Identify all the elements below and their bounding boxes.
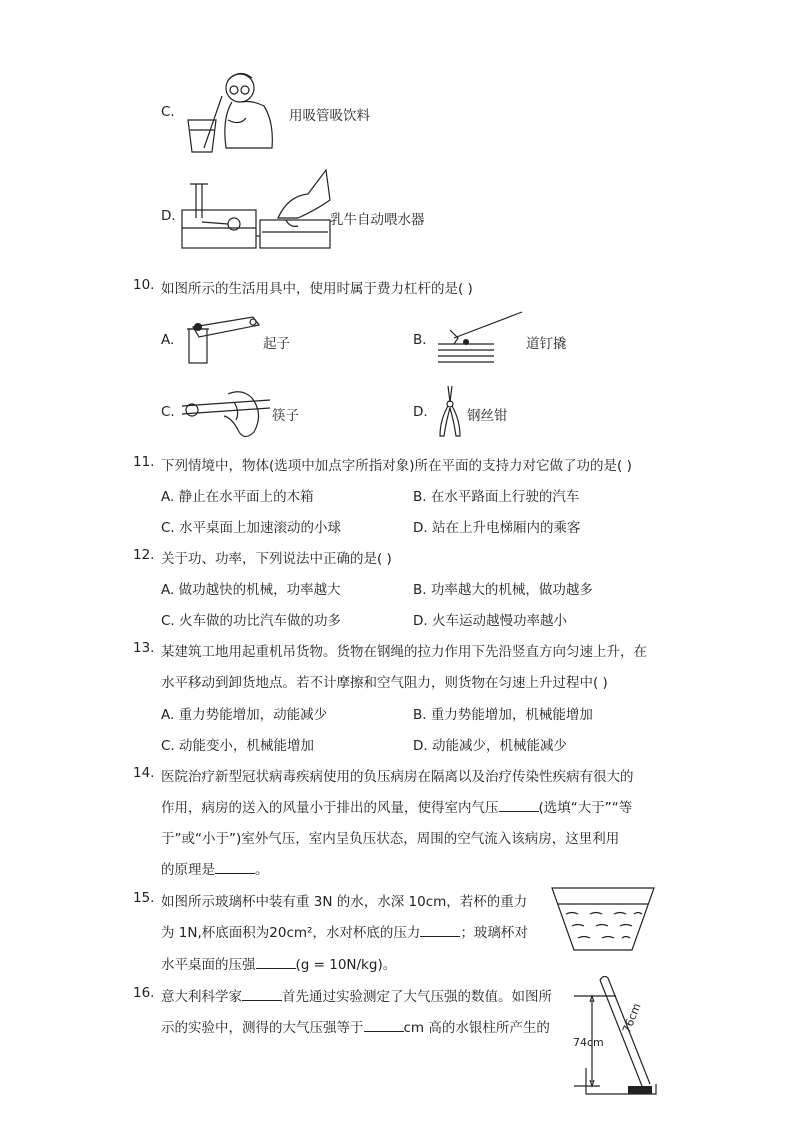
pliers-illustration bbox=[436, 384, 466, 440]
q15-number: 15. bbox=[133, 890, 155, 906]
q16-label-74cm: 74cm bbox=[573, 1036, 604, 1049]
q15-line1: 如图所示玻璃杯中装有重 3N 的水，水深 10cm，若杯的重力 bbox=[161, 894, 528, 910]
q9-option-d-text: 乳牛自动喂水器 bbox=[330, 212, 425, 228]
q10-option-c-text: 筷子 bbox=[272, 408, 299, 424]
q10-option-b-text: 道钉撬 bbox=[526, 336, 567, 352]
q12-option-b: B. 功率越大的机械，做功越多 bbox=[413, 582, 593, 598]
crowbar-illustration bbox=[436, 308, 526, 366]
q10-option-b-letter: B. bbox=[413, 332, 427, 348]
q11-number: 11. bbox=[133, 454, 155, 470]
q16-number: 16. bbox=[133, 985, 155, 1001]
q11-option-d: D. 站在上升电梯厢内的乘客 bbox=[413, 520, 581, 536]
q14-line2: 作用，病房的送入的风量小于排出的风量，使得室内气压 (选填“大于”“等 bbox=[161, 800, 633, 816]
q10-option-d-letter: D. bbox=[413, 404, 428, 420]
q11-option-a: A. 静止在水平面上的木箱 bbox=[161, 489, 314, 505]
drinking-straw-illustration bbox=[182, 68, 278, 154]
q9-option-c-letter: C. bbox=[161, 104, 175, 120]
q13-number: 13. bbox=[133, 640, 155, 656]
q11-option-c: C. 水平桌面上加速滚动的小球 bbox=[161, 520, 342, 536]
q15-line3: 水平桌面的压强 (g = 10N/kg)。 bbox=[161, 957, 397, 973]
glass-of-water-illustration bbox=[550, 884, 656, 954]
q10-number: 10. bbox=[133, 277, 155, 293]
cow-water-feeder-illustration bbox=[178, 166, 334, 256]
q10-stem: 如图所示的生活用具中，使用时属于费力杠杆的是( ) bbox=[161, 281, 473, 297]
q16-blank-1[interactable] bbox=[242, 988, 282, 1001]
q12-option-d: D. 火车运动越慢功率越小 bbox=[413, 613, 567, 629]
q10-option-d-text: 钢丝钳 bbox=[467, 408, 508, 424]
q13-stem-line2: 水平移动到卸货地点。若不计摩擦和空气阻力，则货物在匀速上升过程中( ) bbox=[161, 675, 608, 691]
q16-line1: 意大利科学家 首先通过实验测定了大气压强的数值。如图所 bbox=[161, 989, 552, 1005]
q9-option-c-text: 用吸管吸饮料 bbox=[289, 108, 370, 124]
q16-line2: 示的实验中，测得的大气压强等于 cm 高的水银柱所产生的 bbox=[161, 1020, 550, 1036]
q12-option-c: C. 火车做的功比汽车做的功多 bbox=[161, 613, 342, 629]
q16-label-76cm: 76cm bbox=[620, 1001, 644, 1035]
q14-line4: 的原理是 。 bbox=[161, 862, 269, 878]
q13-stem-line1: 某建筑工地用起重机吊货物。货物在钢绳的拉力作用下先沿竖直方向匀速上升，在 bbox=[161, 644, 647, 660]
q14-blank-1[interactable] bbox=[499, 799, 539, 812]
q15-blank-2[interactable] bbox=[256, 956, 296, 969]
q10-option-a-letter: A. bbox=[161, 332, 175, 348]
q13-option-b: B. 重力势能增加，机械能增加 bbox=[413, 707, 593, 723]
bottle-opener-illustration bbox=[183, 313, 263, 365]
q13-option-c: C. 动能变小，机械能增加 bbox=[161, 738, 315, 754]
q13-option-a: A. 重力势能增加，动能减少 bbox=[161, 707, 328, 723]
q14-number: 14. bbox=[133, 765, 155, 781]
q9-option-d-letter: D. bbox=[161, 208, 176, 224]
q15-line2: 为 1N,杯底面积为20cm²，水对杯底的压力 ；玻璃杯对 bbox=[161, 925, 528, 941]
q14-line3: 于”或“小于”)室外气压，室内呈负压状态，周围的空气流入该病房，这里利用 bbox=[161, 831, 620, 847]
q11-stem: 下列情境中，物体(选项中加点字所指对象)所在平面的支持力对它做了功的是( ) bbox=[161, 458, 632, 474]
q15-blank-1[interactable] bbox=[420, 924, 460, 937]
q12-stem: 关于功、功率，下列说法中正确的是( ) bbox=[161, 551, 392, 567]
q10-option-c-letter: C. bbox=[161, 404, 175, 420]
chopsticks-illustration bbox=[180, 384, 272, 444]
q16-blank-2[interactable] bbox=[364, 1019, 404, 1032]
q12-number: 12. bbox=[133, 547, 155, 563]
q12-option-a: A. 做功越快的机械，功率越大 bbox=[161, 582, 341, 598]
q14-blank-2[interactable] bbox=[215, 861, 255, 874]
q13-option-d: D. 动能减少，机械能减少 bbox=[413, 738, 567, 754]
q11-option-b: B. 在水平路面上行驶的汽车 bbox=[413, 489, 580, 505]
q14-line1: 医院治疗新型冠状病毒疾病使用的负压病房在隔离以及治疗传染性疾病有很大的 bbox=[161, 769, 634, 785]
q10-option-a-text: 起子 bbox=[263, 336, 290, 352]
